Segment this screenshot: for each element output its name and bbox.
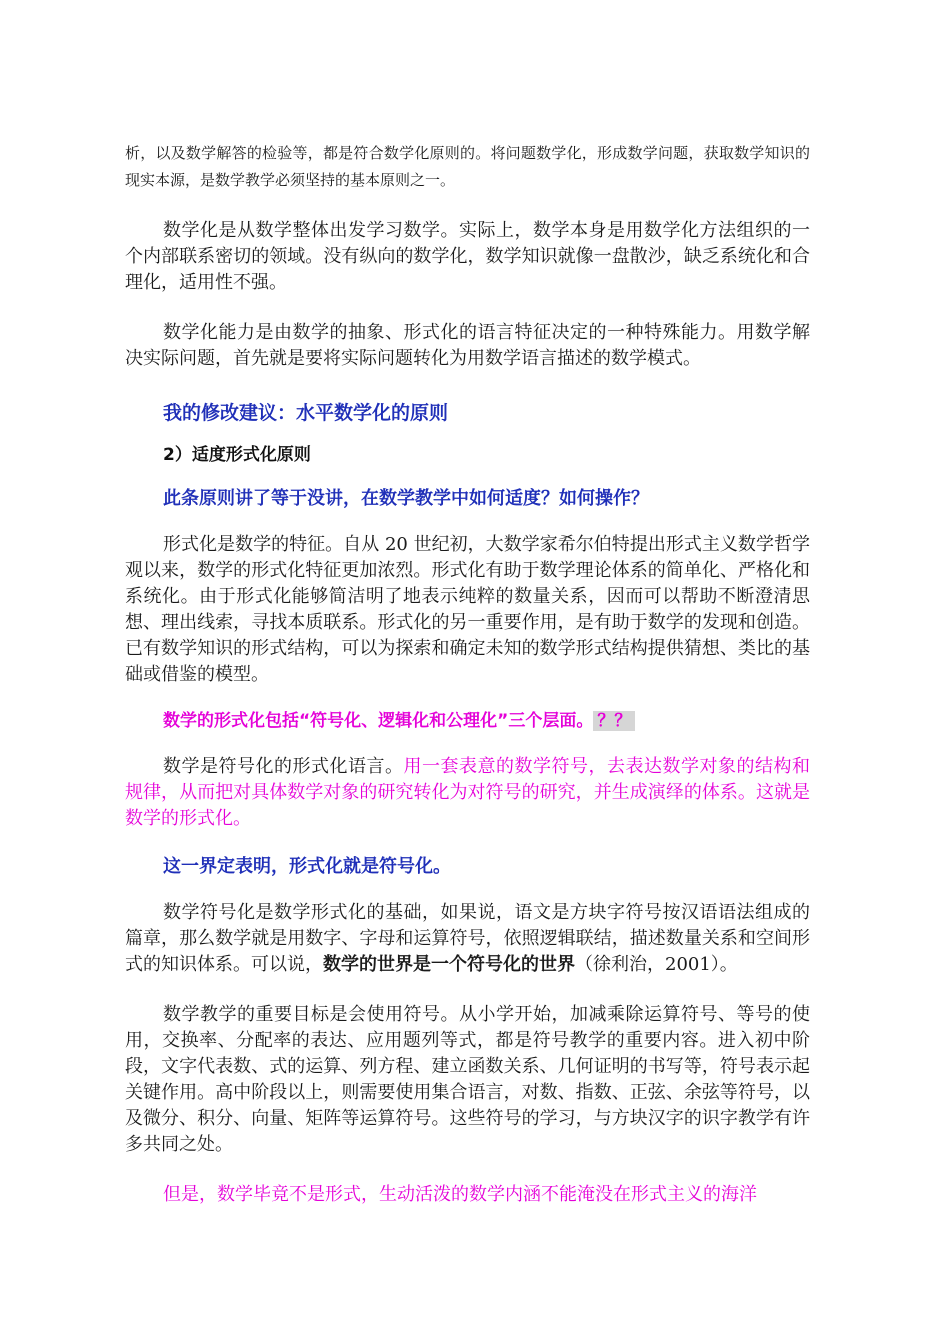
comment-levels-text: 数学的形式化包括“符号化、逻辑化和公理化”三个层面。: [163, 711, 594, 731]
principle-heading: 2）适度形式化原则: [163, 445, 311, 465]
question-marks-highlight: ？？: [593, 711, 635, 731]
symbolization-text: 数学符号化是数学形式化的基础，如果说，语文是方块字符号按汉语语法组成的篇章，那么数学就是用数字、字母和运算符号，依照逻辑联结，描述数量关系和空间形式的知识体系。可以说，: [125, 902, 810, 975]
symbolization-citation: （徐利治，2001）。: [575, 954, 738, 975]
symbolic-language-highlighted: 用一套表意的数学符号，去表达数学对象的结构和规律，从而把对具体数学对象的研究转化为对符号的研究，并生成演绎的体系。这就是数学的形式化。: [125, 756, 810, 829]
symbolic-language-text: 数学是符号化的形式化语言。: [163, 756, 404, 777]
comment-formalization-is-symbolization: 这一界定表明，形式化就是符号化。: [163, 856, 451, 877]
comment-formalization-levels: [125, 708, 810, 734]
document-page: [125, 140, 810, 1208]
paragraph-mathematization-ability: 数学化能力是由数学的抽象、形式化的语言特征决定的一种特殊能力。用数学解决实际问题，首先就是要将实际问题转化为用数学语言描述的数学模式。: [125, 322, 810, 369]
suggestion-heading: 我的修改建议：水平数学化的原则: [163, 402, 449, 424]
paragraph-continued: 析，以及数学解答的检验等，都是符合数学化原则的。将问题数学化，形成数学问题，获取数学知识的现实本源，是数学教学必须坚持的基本原则之一。: [125, 144, 810, 189]
symbolization-bold: 数学的世界是一个符号化的世界: [323, 954, 575, 975]
paragraph-symbolization: [125, 900, 810, 978]
paragraph-teaching-goals: 数学教学的重要目标是会使用符号。从小学开始，加减乘除运算符号、等号的使用，交换率、分配率的表达、应用题列等式，都是符号教学的重要内容。进入初中阶段，文字代表数、式的运算、列方程、建立函数关系、几何证明的书写等，符号表示起关键作用。高中阶段以上，则需要使用集合语言，对数、指数、正弦、余弦等符号，以及微分、积分、向量、矩阵等运算符号。这些符号的学习，与方块汉字的识字教学有许多共同之处。: [125, 1004, 810, 1155]
paragraph-symbolic-language: [125, 754, 810, 832]
paragraph-however: 但是，数学毕竟不是形式，生动活泼的数学内涵不能淹没在形式主义的海洋: [163, 1184, 757, 1205]
comment-how-to-operate: 此条原则讲了等于没讲，在数学教学中如何适度？如何操作？: [163, 488, 649, 509]
paragraph-mathematization: 数学化是从数学整体出发学习数学。实际上，数学本身是用数学化方法组织的一个内部联系密切的领域。没有纵向的数学化，数学知识就像一盘散沙，缺乏系统化和合理化，适用性不强。: [125, 220, 810, 293]
paragraph-formalization: 形式化是数学的特征。自从 20 世纪初，大数学家希尔伯特提出形式主义数学哲学观以来，数学的形式化特征更加浓烈。形式化有助于数学理论体系的简单化、严格化和系统化。由于形式化能够简洁明了地表示纯粹的数量关系，因而可以帮助不断澄清思想、理出线索，寻找本质联系。形式化的另一重要作用，是有助于数学的发现和创造。已有数学知识的形式结构，可以为探索和确定未知的数学形式结构提供猜想、类比的基础或借鉴的模型。: [125, 534, 810, 685]
